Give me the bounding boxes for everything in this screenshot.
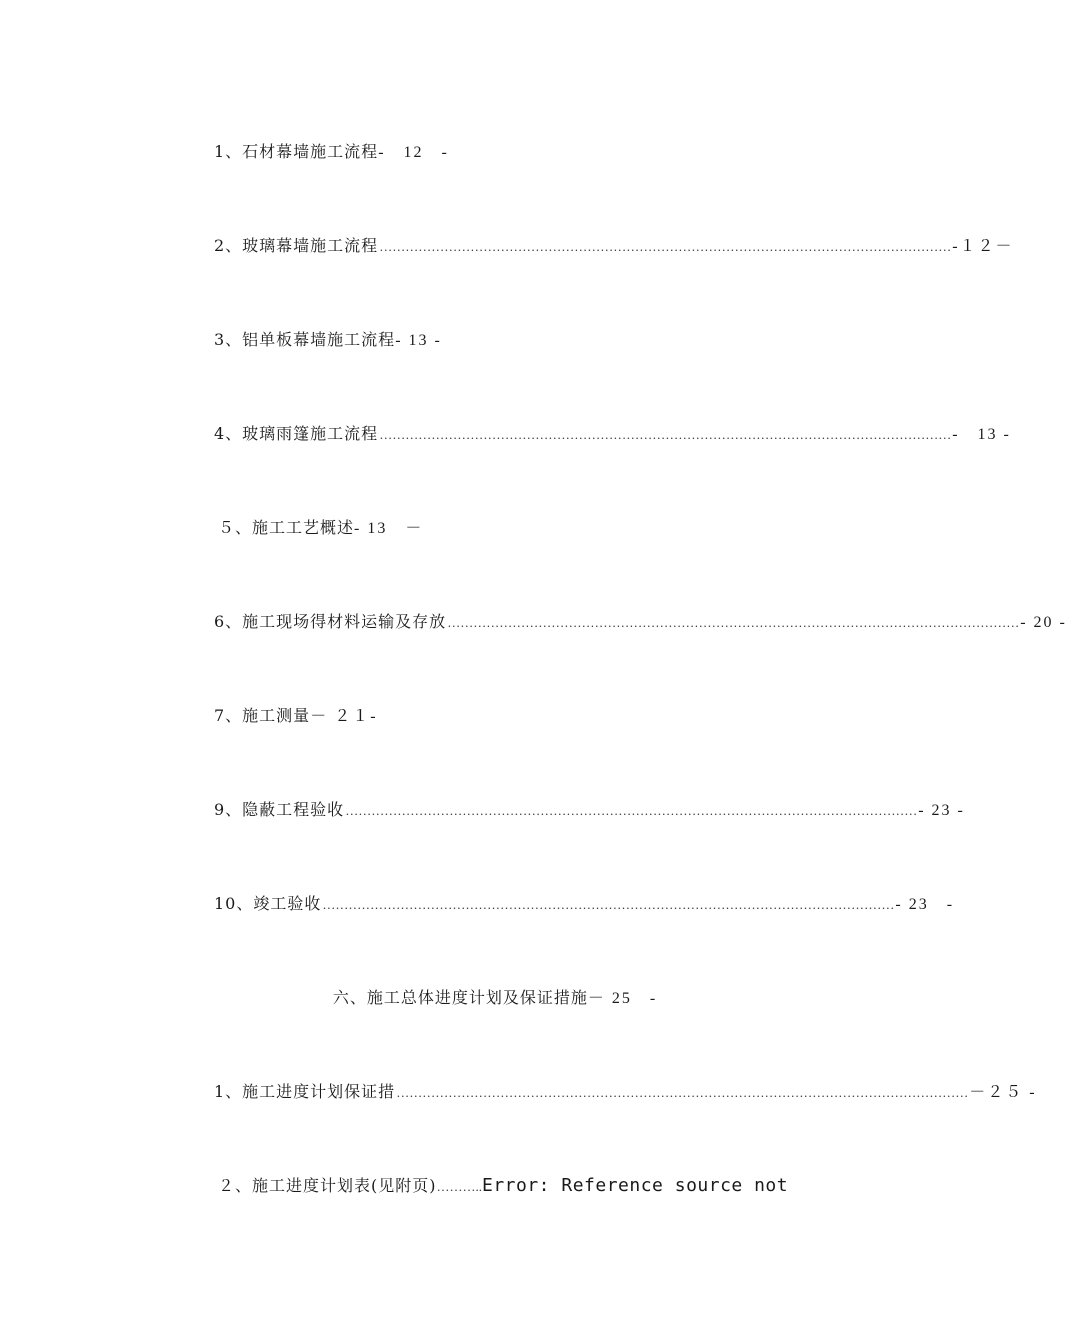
toc-entry-page: - 13 - xyxy=(395,332,442,349)
toc-entry[interactable] xyxy=(214,610,1067,634)
toc-entry-page: - 12 - xyxy=(378,144,449,161)
toc-entry-label: ２、施工进度计划表(见附页) xyxy=(218,1176,437,1195)
toc-entry-label: 1、施工进度计划保证措 xyxy=(214,1082,396,1101)
toc-entry[interactable] xyxy=(214,798,965,822)
toc-entry-page: - 23 - xyxy=(895,896,955,913)
toc-entry-page: - 20 - xyxy=(1020,614,1067,631)
toc-entry[interactable] xyxy=(214,422,1011,446)
toc-entry-label: 9、隐蔽工程验收 xyxy=(214,800,345,819)
toc-entry-label: 10、竣工验收 xyxy=(214,894,322,913)
toc-entry[interactable] xyxy=(214,140,449,164)
dot-leader: …………………………………………………………………………………………………………………… xyxy=(447,615,1020,630)
toc-entry-label: 6、施工现场得材料运输及存放 xyxy=(214,612,447,631)
toc-entry-page: －２５ - xyxy=(969,1084,1037,1101)
toc-entry[interactable] xyxy=(214,704,378,728)
toc-entry[interactable] xyxy=(214,328,442,352)
toc-entry[interactable] xyxy=(214,1080,1037,1104)
toc-entry-page: -１２－ xyxy=(952,238,1014,255)
toc-entry-label: 3、铝单板幕墙施工流程 xyxy=(214,330,396,349)
toc-section-page: － 25 - xyxy=(587,990,658,1007)
dot-leader: …………………………………………………………………………………………………………………… xyxy=(379,239,952,254)
toc-entry-label: 4、玻璃雨篷施工流程 xyxy=(214,424,379,443)
dot-leader: …………………………………………………………………………………………………………………… xyxy=(322,897,895,912)
toc-section-heading[interactable] xyxy=(0,986,990,1010)
toc-entry-page: - 13 - xyxy=(952,426,1011,443)
dot-leader: ……….. xyxy=(436,1179,482,1194)
toc-entry[interactable] xyxy=(214,234,1014,258)
toc-entry[interactable] xyxy=(218,1174,788,1198)
toc-entry-label: 2、玻璃幕墙施工流程 xyxy=(214,236,379,255)
dot-leader: …………………………………………………………………………………………………………………… xyxy=(345,803,918,818)
toc-entry-label: 7、施工测量 xyxy=(214,706,311,725)
toc-entry-page: - 23 - xyxy=(918,802,965,819)
toc-entry[interactable] xyxy=(214,892,955,916)
toc-entry[interactable] xyxy=(218,516,423,540)
toc-entry-error-text: Error: Reference source not xyxy=(482,1175,789,1196)
toc-section-label: 六、施工总体进度计划及保证措施 xyxy=(332,988,588,1007)
dot-leader: …………………………………………………………………………………………………………………… xyxy=(379,427,952,442)
toc-entry-label: 1、石材幕墙施工流程 xyxy=(214,142,379,161)
dot-leader: …………………………………………………………………………………………………………………… xyxy=(396,1085,969,1100)
toc-entry-label: ５、施工工艺概述 xyxy=(218,518,355,537)
toc-entry-page: - 13 － xyxy=(354,520,424,537)
toc-entry-page: － ２１- xyxy=(310,708,378,725)
